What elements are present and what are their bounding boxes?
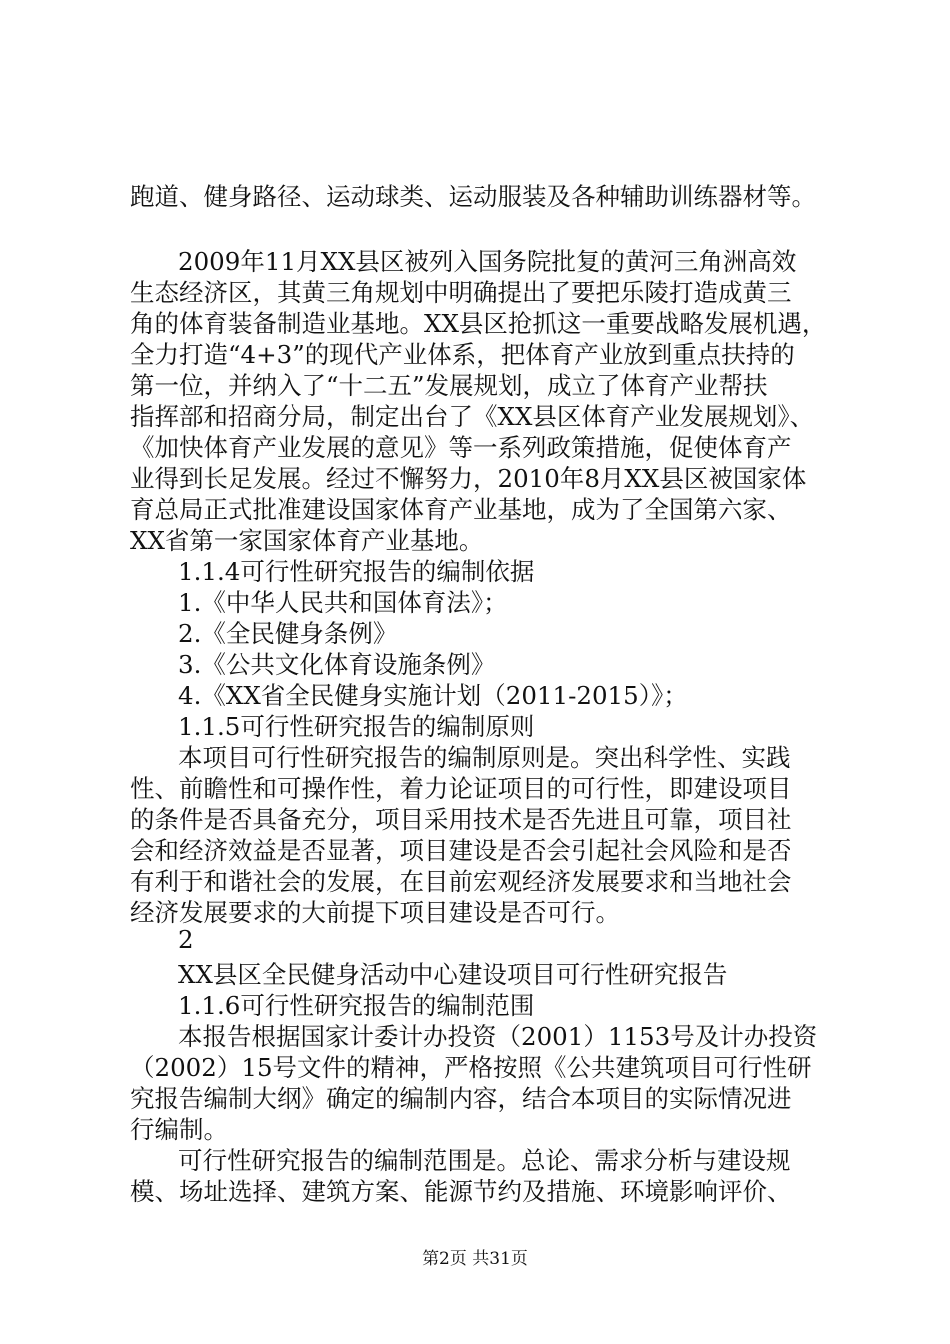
text-line: 跑道、健身路径、运动球类、运动服装及各种辅助训练器材等。 [130,182,816,211]
text-line: 第一位，并纳入了“十二五”发展规划，成立了体育产业帮扶 [130,371,768,400]
list-item: 4.《XX省全民健身实施计划（2011-2015）》； [178,681,688,710]
text-line: 性、前瞻性和可操作性，着力论证项目的可行性，即建设项目 [130,774,792,803]
text-line: 育总局正式批准建设国家体育产业基地，成为了全国第六家、 [130,495,792,524]
text-line: 《加快体育产业发展的意见》等一系列政策措施，促使体育产 [130,433,792,462]
text-line: 业得到长足发展。经过不懈努力，2010年8月XX县区被国家体 [130,464,807,493]
text-line: 本项目可行性研究报告的编制原则是。突出科学性、实践 [178,743,791,772]
text-line: 本报告根据国家计委计办投资（2001）1153号及计办投资 [178,1022,818,1051]
page-number-inline: 2 [178,925,194,954]
text-line: 经济发展要求的大前提下项目建设是否可行。 [130,898,620,927]
text-line: 生态经济区，其黄三角规划中明确提出了要把乐陵打造成黄三 [130,278,792,307]
list-item: 3.《公共文化体育设施条例》 [178,650,496,679]
running-header: XX县区全民健身活动中心建设项目可行性研究报告 [178,960,728,989]
page-footer: 第2页 共31页 [422,1249,528,1269]
text-line: XX省第一家国家体育产业基地。 [130,526,484,555]
text-line: 可行性研究报告的编制范围是。总论、需求分析与建设规 [178,1146,791,1175]
section-heading: 1.1.4可行性研究报告的编制依据 [178,557,535,586]
text-line: 角的体育装备制造业基地。XX县区抢抓这一重要战略发展机遇， [130,309,827,338]
list-item: 2.《全民健身条例》 [178,619,398,648]
section-heading: 1.1.6可行性研究报告的编制范围 [178,991,535,1020]
text-line: 行编制。 [130,1115,228,1144]
text-line: 的条件是否具备充分，项目采用技术是否先进且可靠，项目社 [130,805,792,834]
text-line: （2002）15号文件的精神，严格按照《公共建筑项目可行性研 [130,1053,812,1082]
text-line: 有利于和谐社会的发展，在目前宏观经济发展要求和当地社会 [130,867,792,896]
text-line: 究报告编制大纲》确定的编制内容，结合本项目的实际情况进 [130,1084,792,1113]
text-line: 指挥部和招商分局，制定出台了《XX县区体育产业发展规划》、 [130,402,815,431]
section-heading: 1.1.5可行性研究报告的编制原则 [178,712,535,741]
text-line: 2009年11月XX县区被列入国务院批复的黄河三角洲高效 [178,247,797,276]
text-line: 全力打造“4+3”的现代产业体系，把体育产业放到重点扶持的 [130,340,795,369]
list-item: 1.《中华人民共和国体育法》； [178,588,508,617]
text-line: 会和经济效益是否显著，项目建设是否会引起社会风险和是否 [130,836,792,865]
text-line: 模、场址选择、建筑方案、能源节约及措施、环境影响评价、 [130,1177,792,1206]
